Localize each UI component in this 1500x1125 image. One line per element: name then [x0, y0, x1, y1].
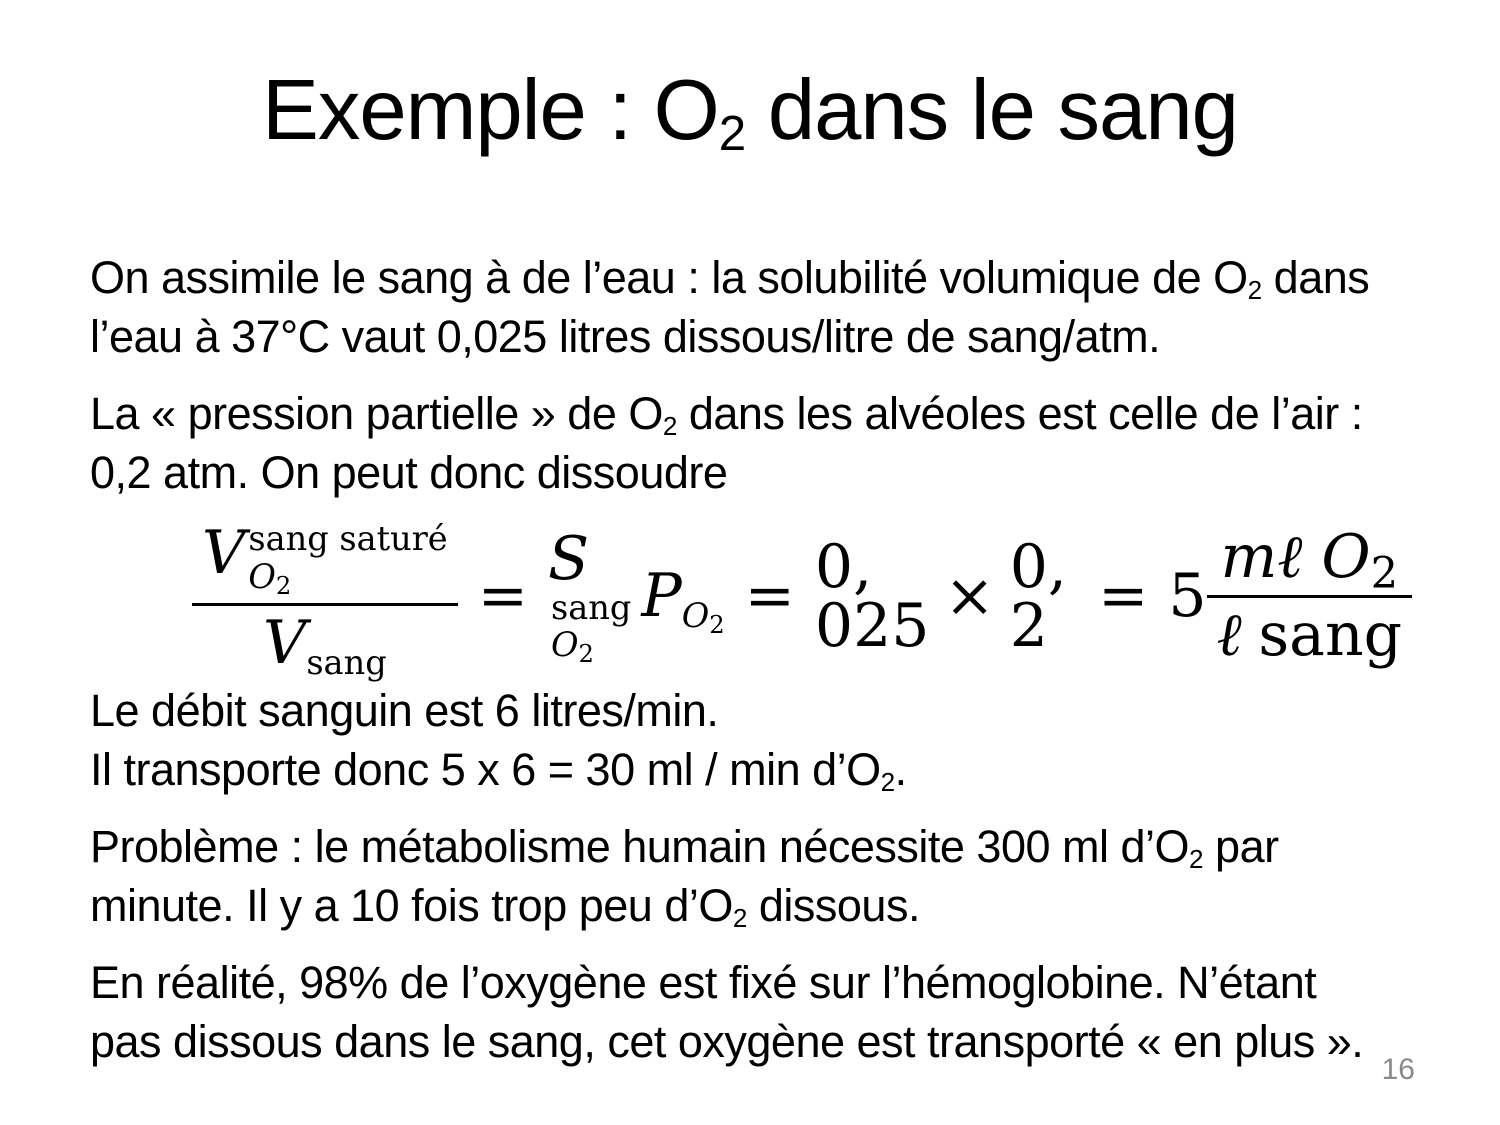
formula-rhs-fraction	[1207, 522, 1412, 671]
unit-litre-symbol: ℓ	[1216, 600, 1242, 671]
paragraph-pression-partielle: La « pression partielle » de $O_2$ dans les alvéoles est celle de l’air : 0,2 atm. On peut donc dissoudre	[90, 388, 1363, 498]
formula-lhs-fraction	[192, 518, 458, 682]
variable-s: S	[547, 523, 590, 594]
page-number: 16	[1381, 1053, 1415, 1086]
paragraph-debit-sanguin: Le débit sanguin est 6 litres/min. Il transporte donc 5 x 6 = 30 ml / $\min d’O_2$.	[90, 685, 907, 797]
unit-sang-label: sang	[1258, 600, 1402, 671]
slide-body	[0, 162, 1500, 1071]
p-subscript: O2	[681, 595, 725, 639]
result-coefficient: 5	[1168, 561, 1207, 632]
paragraph-probleme: Problème : le métabolisme humain nécessite 300 ml $d’O_2$ par minute. Il y a 10 fois trop peu $d’O_2$ dissous.	[90, 821, 1279, 933]
v-sang-subscript: sang	[306, 643, 387, 682]
variable-v-sang: V	[262, 608, 307, 679]
pressure-term	[641, 561, 725, 639]
equals-sign-3: =	[1098, 561, 1149, 632]
slide-title: Exemple : $O_2$ dans le sang	[262, 63, 1238, 161]
paragraph-hemoglobine: En réalité, 98% de l’oxygène est fixé sur l’hémoglobine. N’étant pas dissous dans le sang, cet oxygène est transporté « en plus ».	[90, 957, 1364, 1068]
variable-v-sat: V	[202, 518, 246, 589]
v-sat-superscript: sang saturé	[248, 519, 448, 558]
solubility-term	[547, 523, 632, 669]
unit-ml-o2: mℓ O	[1220, 522, 1371, 593]
s-scripts	[550, 587, 632, 669]
paragraph-solubilite: On assimile le sang à de l’eau : la solubilité volumique de $O_2$ dans l’eau à 37°C vaut 0,025 litres dissous/litre de sang/atm.	[90, 252, 1370, 362]
v-sat-subscript: O2	[248, 556, 292, 600]
variable-p: P	[641, 561, 682, 632]
multiplication-sign: ×	[944, 561, 995, 632]
equals-sign-2: =	[744, 561, 795, 632]
s-subscript: O2	[550, 625, 594, 669]
s-superscript: sang	[550, 587, 632, 627]
formula-lhs-denominator	[192, 606, 458, 682]
equals-sign-1: =	[477, 561, 528, 632]
formula-rhs-denominator	[1207, 598, 1412, 671]
formula-rhs-numerator: mℓ O2	[1207, 528, 1412, 598]
v-sat-scripts	[248, 519, 448, 600]
value-solubility: 0, 025	[814, 531, 930, 661]
value-pressure: 0, 2	[1009, 531, 1067, 661]
formula-lhs-numerator	[192, 520, 458, 606]
formula-solubility-equation	[90, 518, 1412, 682]
